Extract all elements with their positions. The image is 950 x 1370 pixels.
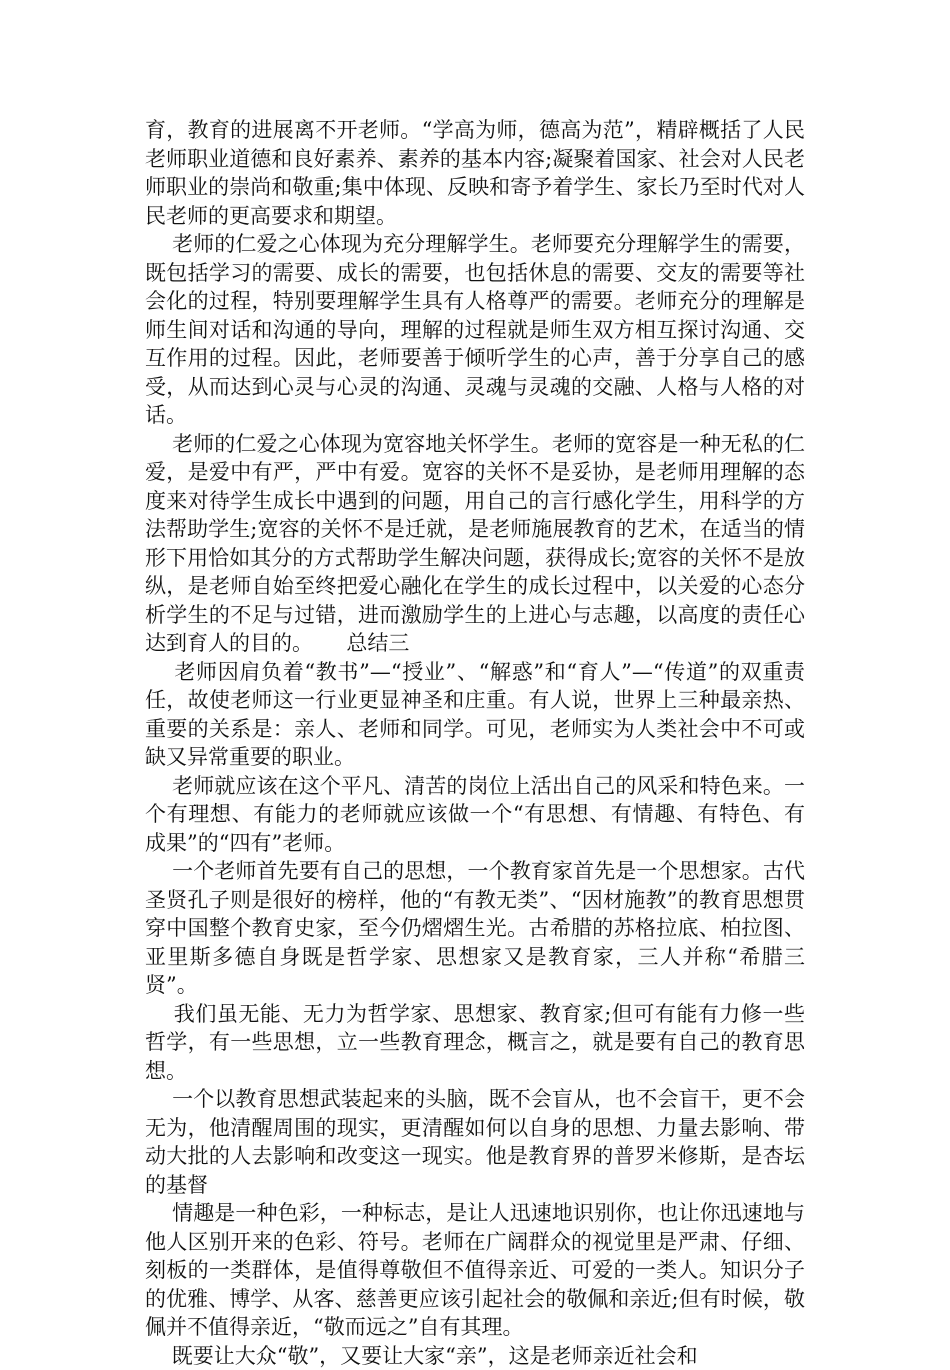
paragraph-9: 情趣是一种色彩，一种标志，是让人迅速地识别你，也让你迅速地与他人区别开来的色彩、符号。老师在广阔群众的视觉里是严肃、仔细、刻板的一类群体，是值得尊敬但不值得亲近、可爱的一类人。知识分子的优雅、博学、从客、慈善更应该引起社会的敬佩和亲近;但有时候，敬佩并不值得亲近，“敬而远之”自有其理。 bbox=[145, 1199, 805, 1342]
paragraph-7: 我们虽无能、无力为哲学家、思想家、教育家;但可有能有力修一些哲学，有一些思想，立一些教育理念，概言之，就是要有自己的教育思想。 bbox=[145, 1000, 805, 1086]
document-body bbox=[145, 116, 805, 1370]
paragraph-10: 既要让大众“敬”，又要让大家“亲”，这是老师亲近社会和 bbox=[145, 1342, 805, 1370]
paragraph-1: 育，教育的进展离不开老师。“学高为师，德高为范”，精辟概括了人民老师职业道德和良好素养、素养的基本内容;凝聚着国家、社会对人民老师职业的崇尚和敬重;集中体现、反映和寄予着学生、家长乃至时代对人民老师的更高要求和期望。 bbox=[145, 116, 805, 230]
paragraph-3: 老师的仁爱之心体现为宽容地关怀学生。老师的宽容是一种无私的仁爱，是爱中有严，严中有爱。宽容的关怀不是妥协，是老师用理解的态度来对待学生成长中遇到的问题，用自己的言行感化学生，用科学的方法帮助学生;宽容的关怀不是迁就，是老师施展教育的艺术，在适当的情形下用恰如其分的方式帮助学生解决问题，获得成长;宽容的关怀不是放纵，是老师自始至终把爱心融化在学生的成长过程中，以关爱的心态分析学生的不足与过错，进而激励学生的上进心与志趣，以高度的责任心达到育人的目的。 总结三 bbox=[145, 430, 805, 658]
paragraph-5: 老师就应该在这个平凡、清苦的岗位上活出自己的风采和特色来。一个有理想、有能力的老师就应该做一个“有思想、有情趣、有特色、有成果”的“四有”老师。 bbox=[145, 772, 805, 858]
paragraph-8: 一个以教育思想武装起来的头脑，既不会盲从，也不会盲干，更不会无为，他清醒周围的现实，更清醒如何以自身的思想、力量去影响、带动大批的人去影响和改变这一现实。他是教育界的普罗米修斯，是杏坛的基督 bbox=[145, 1085, 805, 1199]
paragraph-6: 一个老师首先要有自己的思想，一个教育家首先是一个思想家。古代圣贤孔子则是很好的榜样，他的“有教无类”、“因材施教”的教育思想贯穿中国整个教育史家，至今仍熠熠生光。古希腊的苏格拉底、柏拉图、亚里斯多德自身既是哲学家、思想家又是教育家，三人并称“希腊三贤”。 bbox=[145, 857, 805, 1000]
paragraph-2: 老师的仁爱之心体现为充分理解学生。老师要充分理解学生的需要，既包括学习的需要、成长的需要，也包括休息的需要、交友的需要等社会化的过程，特别要理解学生具有人格尊严的需要。老师充分的理解是师生间对话和沟通的导向，理解的过程就是师生双方相互探讨沟通、交互作用的过程。因此，老师要善于倾听学生的心声，善于分享自己的感受，从而达到心灵与心灵的沟通、灵魂与灵魂的交融、人格与人格的对话。 bbox=[145, 230, 805, 430]
paragraph-4: 老师因肩负着“教书”—“授业”、“解惑”和“育人”—“传道”的双重责任，故使老师这一行业更显神圣和庄重。有人说，世界上三种最亲热、重要的关系是：亲人、老师和同学。可见，老师实为人类社会中不可或缺又异常重要的职业。 bbox=[145, 658, 805, 772]
